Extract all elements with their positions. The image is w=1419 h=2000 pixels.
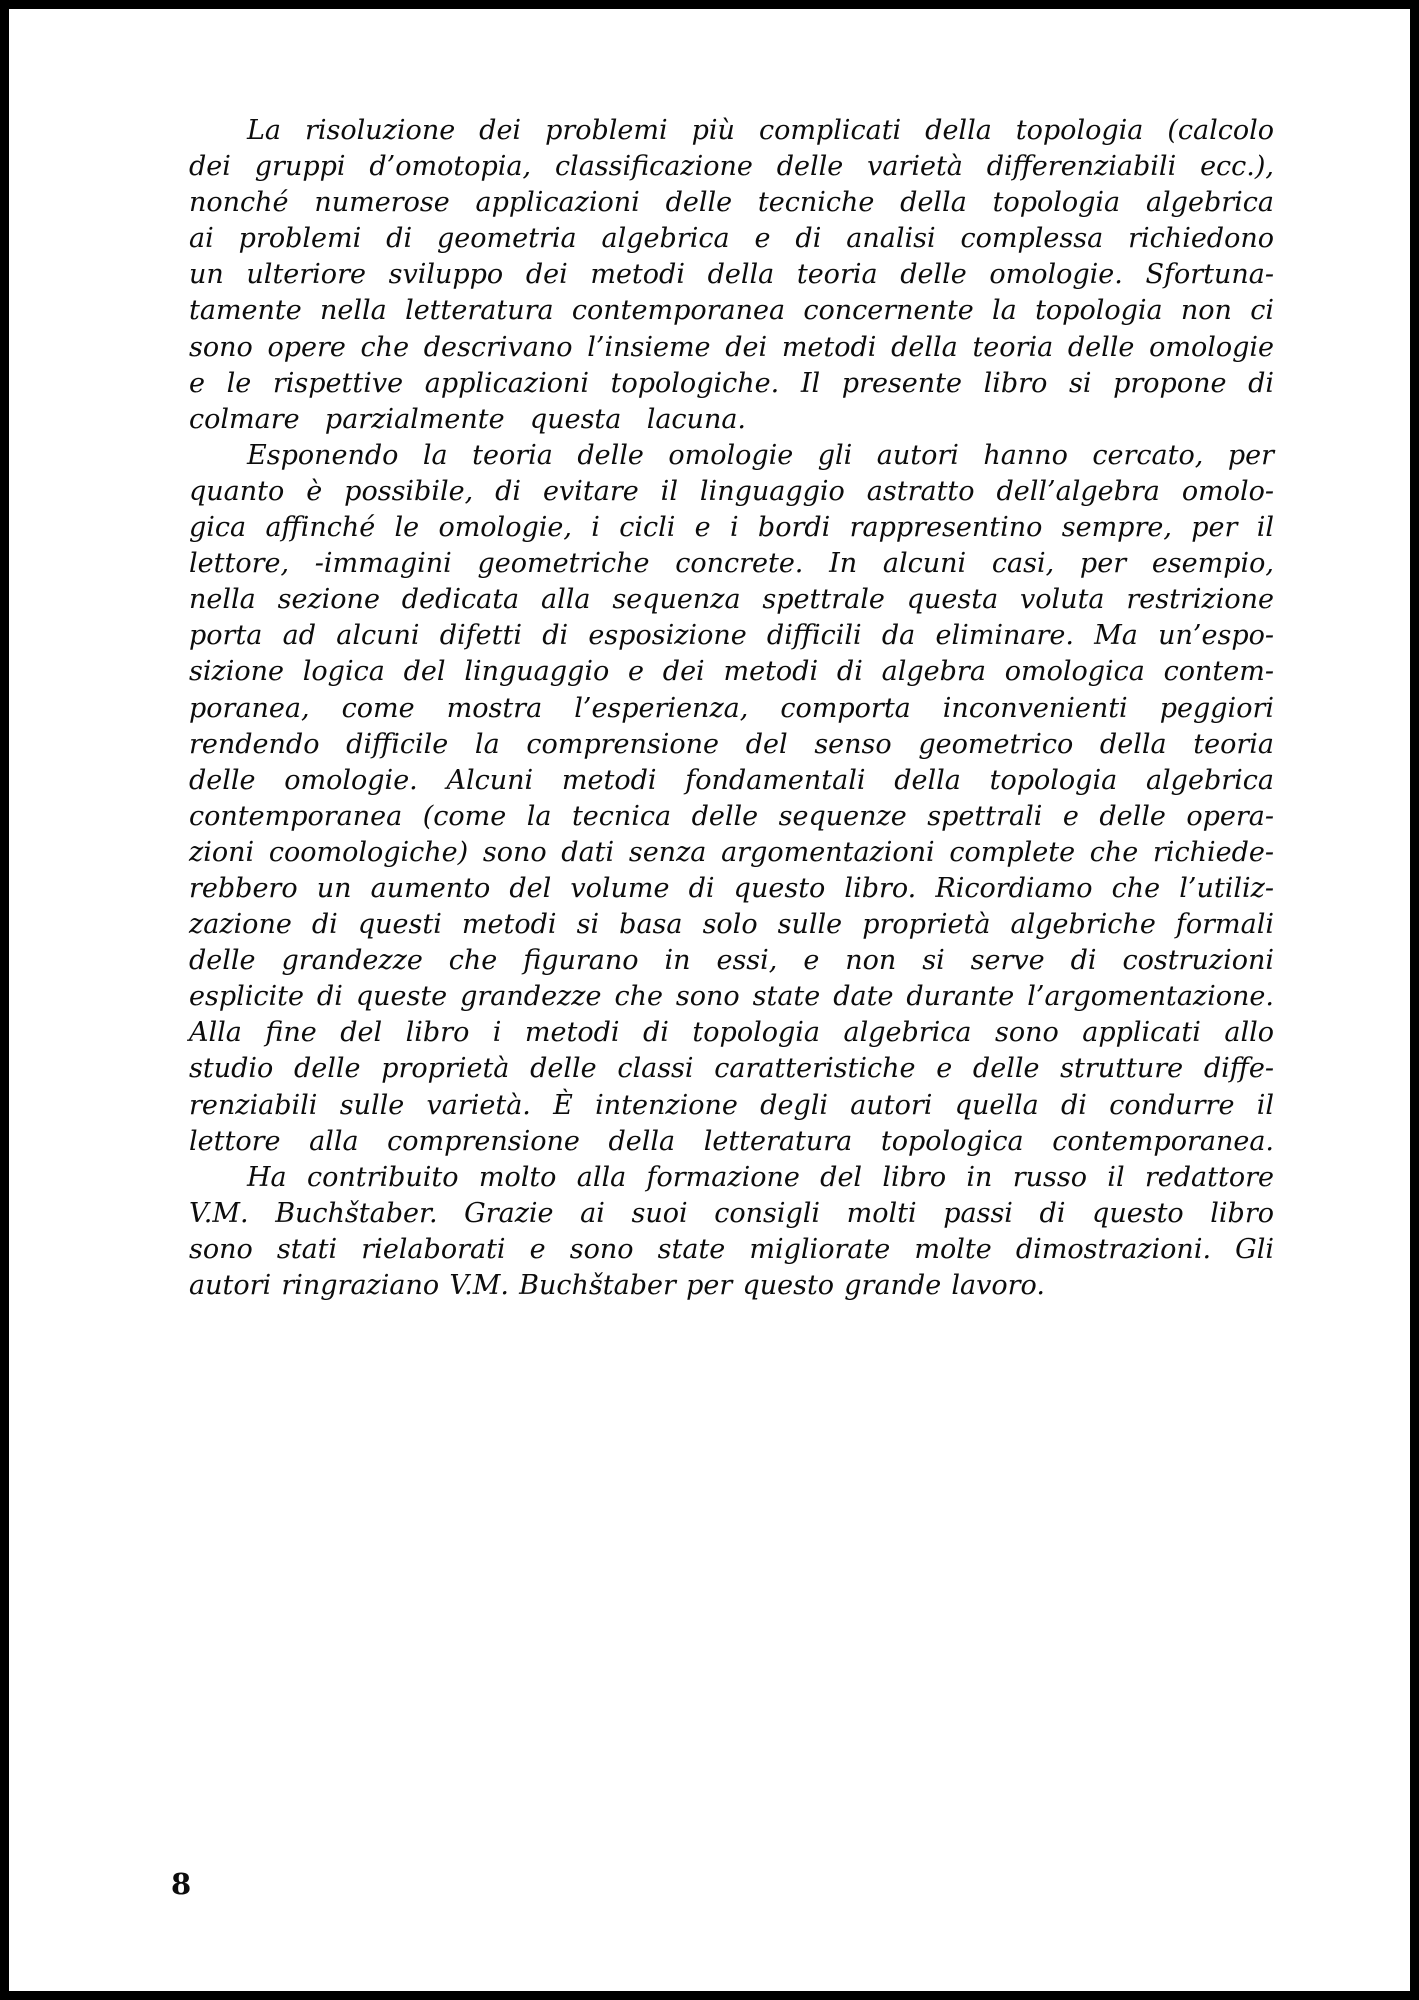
text-line: zioni coomologiche) sono dati senza argomentazioni complete che richiede- xyxy=(189,836,1274,868)
text-line: La risoluzione dei problemi più complicati della topologia (calcolo xyxy=(247,115,1274,146)
text-line: e le rispettive applicazioni topologiche. Il presente libro si propone di xyxy=(189,367,1274,399)
text-line: gica affinché le omologie, i cicli e i bordi rappresentino sempre, per il xyxy=(189,512,1274,544)
text-line: delle omologie. Alcuni metodi fondamentali della topologia algebrica xyxy=(189,764,1274,796)
text-line: un ulteriore sviluppo dei metodi della teoria delle omologie. Sfortuna- xyxy=(189,259,1274,291)
text-line: sono opere che descrivano l’insieme dei metodi della teoria delle omologie xyxy=(189,331,1274,363)
text-line: lettore, -immagini geometriche concrete. In alcuni casi, per esempio, xyxy=(189,548,1274,580)
text-line: Esponendo la teoria delle omologie gli autori hanno cercato, per xyxy=(247,439,1274,471)
text-line: porta ad alcuni difetti di esposizione difficili da eliminare. Ma un’espo- xyxy=(189,620,1274,652)
text-line: nella sezione dedicata alla sequenza spettrale questa voluta restrizione xyxy=(189,584,1274,616)
text-line: contemporanea (come la tecnica delle sequenze spettrali e delle opera- xyxy=(189,800,1274,832)
text-line: delle grandezze che figurano in essi, e non si serve di costruzioni xyxy=(189,945,1274,977)
text-line: nonché numerose applicazioni delle tecniche della topologia algebrica xyxy=(189,187,1274,219)
preface-text xyxy=(189,113,1274,1304)
text-line: renziabili sulle varietà. È intenzione degli autori quella di condurre il xyxy=(189,1089,1274,1121)
text-line: sono stati rielaborati e sono state migliorate molte dimostrazioni. Gli xyxy=(189,1233,1274,1265)
text-line: V.M. Buchštaber. Grazie ai suoi consigli molti passi di questo libro xyxy=(189,1197,1274,1229)
page-number: 8 xyxy=(171,1867,192,1901)
text-line: poranea, come mostra l’esperienza, comporta inconvenienti peggiori xyxy=(189,692,1274,724)
text-line: esplicite di queste grandezze che sono state date durante l’argomentazione. xyxy=(189,981,1274,1013)
text-line: Ha contribuito molto alla formazione del libro in russo il redattore xyxy=(247,1161,1274,1193)
text-line: rendendo difficile la comprensione del senso geometrico della teoria xyxy=(189,728,1274,760)
text-line: Alla fine del libro i metodi di topologia algebrica sono applicati allo xyxy=(189,1017,1274,1049)
text-line: colmare parzialmente questa lacuna. xyxy=(189,403,747,435)
text-line: studio delle proprietà delle classi caratteristiche e delle strutture diffe- xyxy=(189,1053,1274,1085)
text-line: ai problemi di geometria algebrica e di analisi complessa richiedono xyxy=(189,223,1274,255)
text-line: rebbero un aumento del volume di questo libro. Ricordiamo che l’utiliz- xyxy=(189,872,1274,904)
text-line: sizione logica del linguaggio e dei metodi di algebra omologica contem- xyxy=(189,656,1274,688)
text-line: quanto è possibile, di evitare il linguaggio astratto dell’algebra omolo- xyxy=(189,475,1274,507)
text-line: dei gruppi d’omotopia, classificazione delle varietà differenziabili ecc.), xyxy=(189,151,1274,183)
text-line: lettore alla comprensione della letteratura topologica contemporanea. xyxy=(189,1125,1274,1157)
text-line: tamente nella letteratura contemporanea concernente la topologia non ci xyxy=(189,295,1274,327)
text-line: autori ringraziano V.M. Buchštaber per questo grande lavoro. xyxy=(189,1270,1045,1301)
text-line: zazione di questi metodi si basa solo sulle proprietà algebriche formali xyxy=(189,909,1274,941)
